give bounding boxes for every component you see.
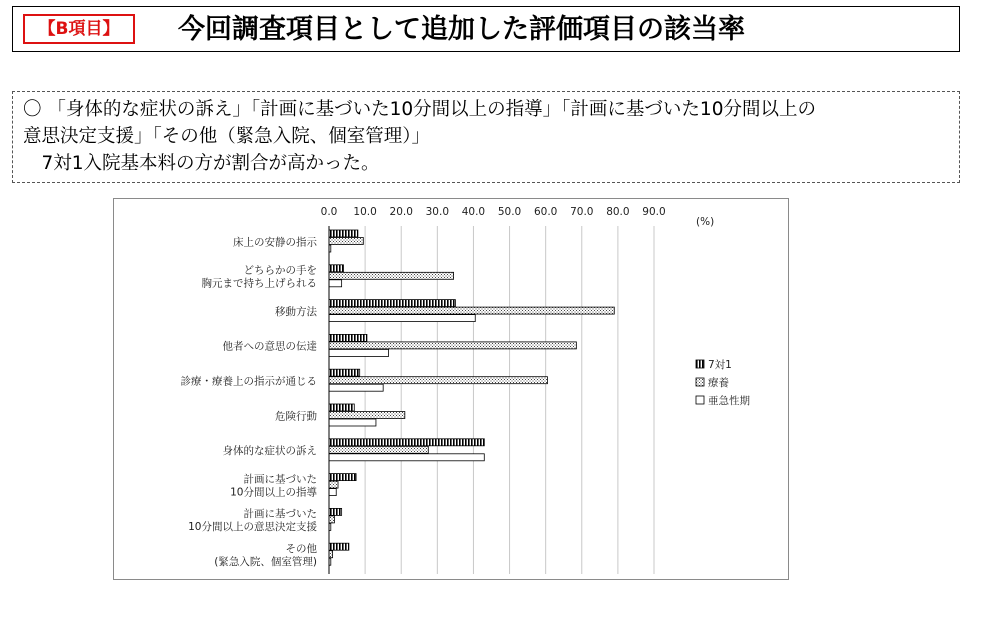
tick-label: 40.0	[461, 206, 486, 218]
category-label-line: どちらかの手を	[243, 264, 317, 277]
category-label-line: 危険行動	[275, 410, 317, 423]
category-label-line: 身体的な症状の訴え	[222, 445, 317, 458]
category-label-line: (緊急入院、個室管理)	[214, 555, 317, 568]
bar-1	[329, 404, 354, 411]
bar-3	[329, 454, 484, 461]
bar-3	[329, 419, 376, 426]
bar-1	[329, 334, 367, 341]
legend-swatch	[696, 360, 704, 368]
bar-2	[329, 342, 576, 349]
category-label	[223, 340, 318, 353]
bar-1	[329, 265, 343, 272]
legend-swatch	[696, 378, 704, 386]
bar-1	[329, 439, 484, 446]
x-axis-ticks	[321, 206, 666, 218]
legend-swatch	[696, 396, 704, 404]
category-label-line: 計画に基づいた	[243, 508, 317, 521]
chart-frame	[113, 198, 789, 580]
legend-label: 亜急性期	[708, 395, 750, 407]
legend-label: 7対1	[708, 359, 732, 371]
bar-1	[329, 230, 358, 237]
bar-1	[329, 474, 356, 481]
category-label-line: 移動方法	[275, 305, 317, 318]
bar-2	[329, 307, 614, 314]
category-label-line: 計画に基づいた	[243, 473, 317, 486]
bar-3	[329, 489, 336, 496]
summary-note	[12, 91, 960, 183]
unit-label: (%)	[696, 216, 715, 228]
bar-1	[329, 543, 349, 550]
category-label-line: 診療・療養上の指示が通じる	[180, 375, 317, 388]
tick-label: 80.0	[606, 206, 630, 218]
bar-2	[329, 377, 547, 384]
category-label	[202, 265, 318, 290]
tick-label: 0.0	[320, 206, 338, 218]
category-label	[181, 374, 318, 387]
category-label-line: 床上の安静の指示	[233, 236, 317, 249]
legend-label: 療養	[708, 377, 729, 389]
legend	[696, 359, 750, 407]
category-label-line: 他者への意思の伝達	[222, 340, 317, 353]
tick-label: 70.0	[570, 206, 594, 218]
summary-line-2: 意思決定支援」「その他（緊急入院、個室管理）」	[23, 126, 431, 147]
category-label	[214, 542, 317, 568]
category-label	[230, 472, 317, 498]
bar-3	[329, 349, 389, 356]
bar-3	[329, 280, 342, 287]
bar-3	[329, 384, 383, 391]
category-label	[188, 507, 317, 533]
category-label	[275, 409, 317, 422]
bar-2	[329, 272, 454, 279]
bar-2	[329, 516, 334, 523]
section-tag: 【B項目】	[23, 14, 135, 44]
summary-line-1: 〇 「身体的な症状の訴え」「計画に基づいた10分間以上の指導」「計画に基づいた10分間以上の	[23, 99, 816, 120]
tick-label: 20.0	[389, 206, 413, 218]
bar-3	[329, 315, 475, 322]
bar-1	[329, 508, 342, 515]
tick-label: 50.0	[497, 206, 522, 218]
bar-2	[329, 551, 333, 558]
category-label	[275, 305, 317, 318]
title-box	[12, 6, 960, 52]
tick-label: 60.0	[533, 206, 558, 218]
tick-label: 90.0	[642, 206, 666, 218]
tick-label: 30.0	[425, 206, 450, 218]
category-label-line: 10分間以上の意思決定支援	[188, 521, 317, 534]
category-label	[223, 444, 318, 457]
bar-chart	[114, 199, 788, 579]
category-labels	[181, 235, 318, 568]
category-label-line: 10分間以上の指導	[230, 486, 317, 499]
summary-line-3: 7対1入院基本料の方が割合が高かった。	[23, 153, 380, 174]
bar-1	[329, 369, 360, 376]
category-label-line: 胸元まで持ち上げられる	[201, 277, 317, 290]
bar-2	[329, 481, 338, 488]
category-label-line: その他	[285, 542, 317, 555]
bar-2	[329, 412, 405, 419]
bar-1	[329, 300, 455, 307]
bar-2	[329, 238, 363, 245]
page-title: 今回調査項目として追加した評価項目の該当率	[178, 14, 745, 45]
bars	[329, 230, 614, 565]
bar-2	[329, 446, 428, 453]
category-label	[233, 235, 317, 248]
tick-label: 10.0	[353, 206, 377, 218]
